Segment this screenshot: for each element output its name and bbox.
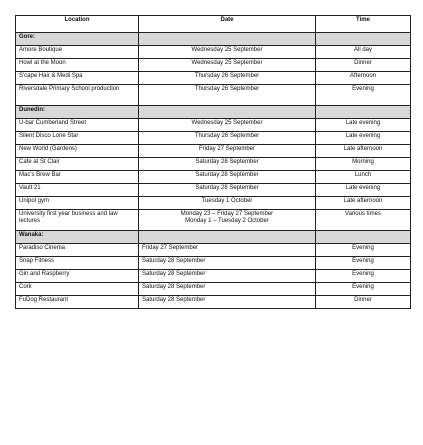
location-cell: S'cape Hair & Medi Spa xyxy=(16,72,139,85)
time-cell: Various times xyxy=(316,210,411,231)
table-row xyxy=(16,197,411,210)
section-row-gore xyxy=(16,33,411,46)
location-cell: New World (Gardens) xyxy=(16,145,139,158)
location-cell: Silent Disco Lone Star xyxy=(16,132,139,145)
location-cell: Amore Boutique xyxy=(16,46,139,59)
table-row xyxy=(16,46,411,59)
date-cell: Friday 27 September xyxy=(139,145,316,158)
date-cell: Wednesday 25 September xyxy=(139,46,316,59)
time-cell: Late evening xyxy=(316,184,411,197)
table-row xyxy=(16,72,411,85)
table-row xyxy=(16,184,411,197)
table-row xyxy=(16,59,411,72)
table-row xyxy=(16,257,411,270)
time-cell: Dinner xyxy=(316,59,411,72)
date-cell: Friday 27 September xyxy=(139,244,316,257)
table-row xyxy=(16,119,411,132)
date-cell: Thursday 26 September xyxy=(139,132,316,145)
section-row-wanaka xyxy=(16,231,411,244)
time-header: Time xyxy=(316,16,411,33)
date-cell: Monday 23 – Friday 27 September Monday 1 – Tuesday 2 October xyxy=(139,210,316,231)
time-cell: Evening xyxy=(316,257,411,270)
date-cell: Wednesday 25 September xyxy=(139,119,316,132)
date-cell: Saturday 28 September xyxy=(139,257,316,270)
section-label: Gore: xyxy=(16,33,139,46)
location-cell: Riversdale Primary School production xyxy=(16,85,139,106)
date-cell: Saturday 28 September xyxy=(139,184,316,197)
date-cell: Tuesday 1 October xyxy=(139,197,316,210)
location-cell: U-bar Cumberland Street xyxy=(16,119,139,132)
table-row xyxy=(16,145,411,158)
location-cell: Paradiso Cinema xyxy=(16,244,139,257)
section-label: Dunedin: xyxy=(16,106,139,119)
time-cell: Morning xyxy=(316,158,411,171)
date-cell: Saturday 28 September xyxy=(139,283,316,296)
table-row xyxy=(16,270,411,283)
table-row xyxy=(16,132,411,145)
time-cell: Evening xyxy=(316,244,411,257)
location-cell: FuDog Restaurant xyxy=(16,296,139,309)
time-cell: Dinner xyxy=(316,296,411,309)
date-cell: Saturday 28 September xyxy=(139,171,316,184)
location-cell: Vault 21 xyxy=(16,184,139,197)
header-row xyxy=(16,16,411,33)
section-row-dunedin xyxy=(16,106,411,119)
location-cell: Howl at the Moon xyxy=(16,59,139,72)
schedule-table xyxy=(15,15,411,309)
table-row xyxy=(16,244,411,257)
time-cell: Lunch xyxy=(316,171,411,184)
location-cell: Cork xyxy=(16,283,139,296)
location-cell: Cafe at St Clair xyxy=(16,158,139,171)
date-cell: Saturday 28 September xyxy=(139,270,316,283)
time-cell: Evening xyxy=(316,283,411,296)
date-cell: Thursday 26 September xyxy=(139,85,316,106)
table-row xyxy=(16,171,411,184)
date-cell: Thursday 26 September xyxy=(139,72,316,85)
table-row xyxy=(16,283,411,296)
table-row xyxy=(16,85,411,106)
time-cell: Late evening xyxy=(316,119,411,132)
location-cell: Unipol gym xyxy=(16,197,139,210)
time-cell: Late evening xyxy=(316,132,411,145)
location-cell: University first year business and law lectures xyxy=(16,210,139,231)
table-row xyxy=(16,158,411,171)
time-cell: Evening xyxy=(316,85,411,106)
time-cell: Late afternoon xyxy=(316,197,411,210)
date-cell: Wednesday 25 September xyxy=(139,59,316,72)
section-label: Wanaka: xyxy=(16,231,139,244)
date-cell: Saturday 28 September xyxy=(139,296,316,309)
location-cell: Snap Fitness xyxy=(16,257,139,270)
table-row xyxy=(16,210,411,231)
table-row xyxy=(16,296,411,309)
location-cell: Mac's Brew Bar xyxy=(16,171,139,184)
date-header: Date xyxy=(139,16,316,33)
location-cell: Gin and Raspberry xyxy=(16,270,139,283)
time-cell: Evening xyxy=(316,270,411,283)
time-cell: Late afternoon xyxy=(316,145,411,158)
date-cell: Saturday 28 September xyxy=(139,158,316,171)
time-cell: Afternoon xyxy=(316,72,411,85)
location-header: Location xyxy=(16,16,139,33)
time-cell: All day xyxy=(316,46,411,59)
